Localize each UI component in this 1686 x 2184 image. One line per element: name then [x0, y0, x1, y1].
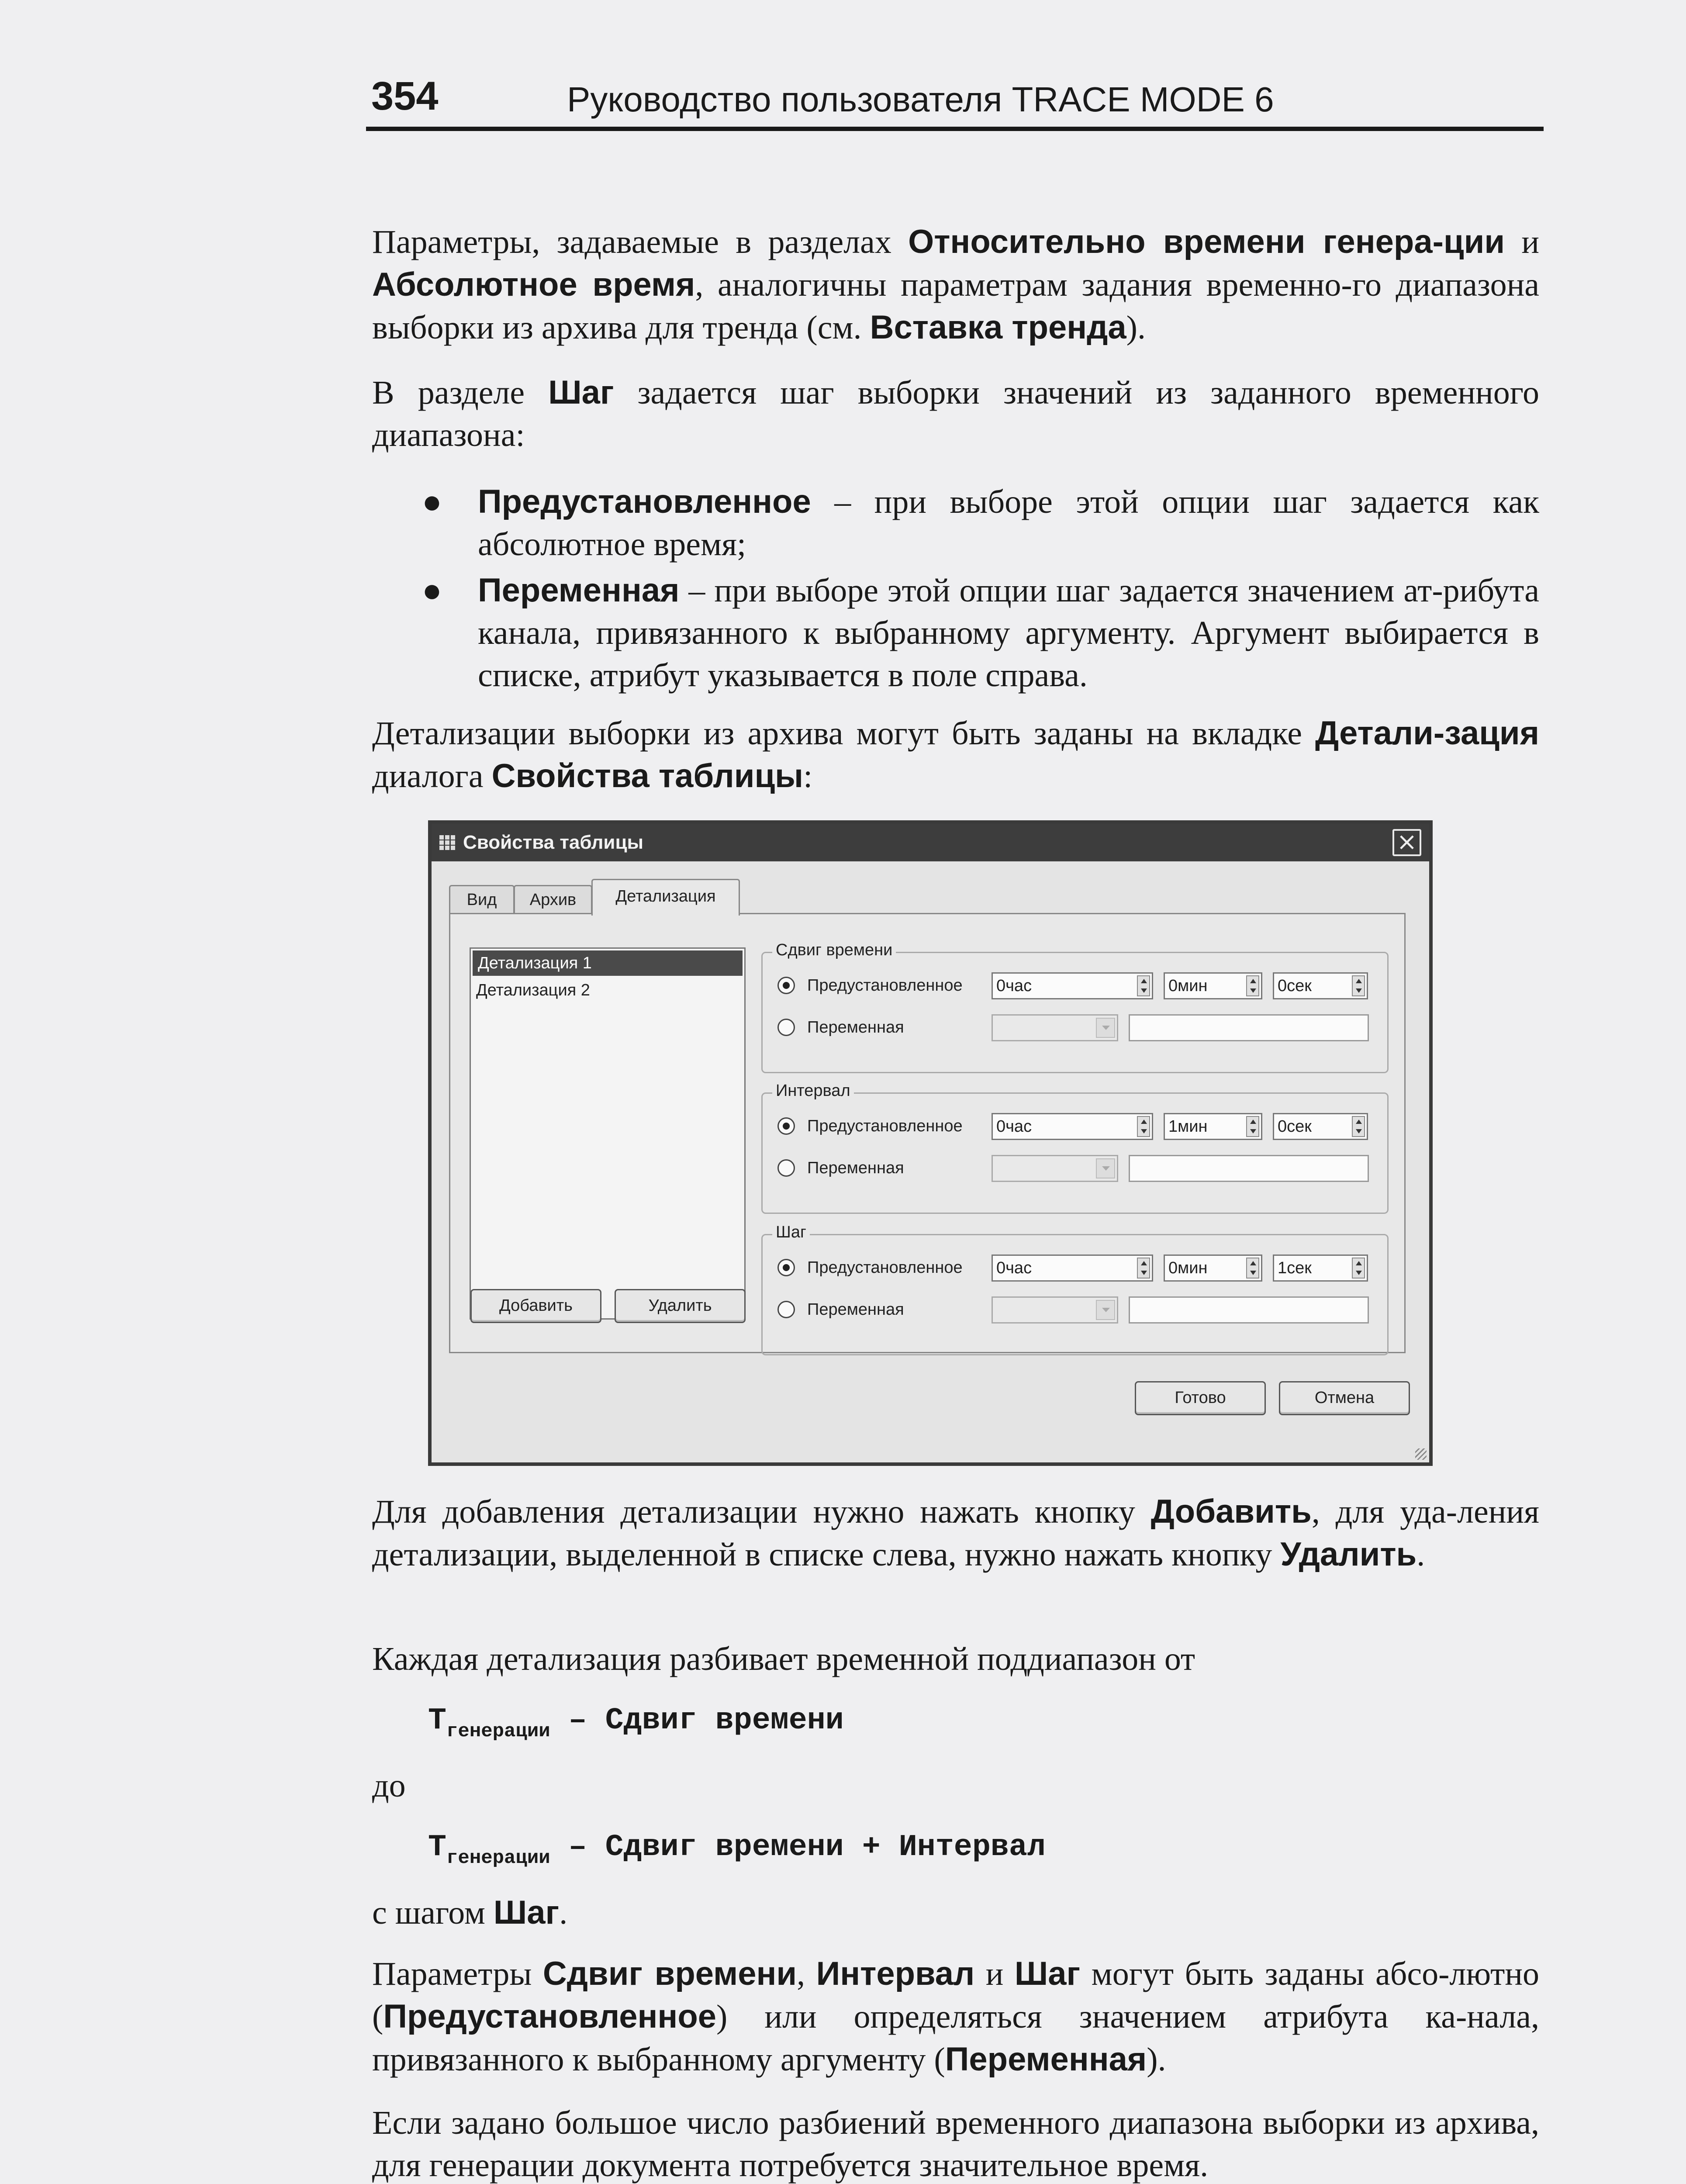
bullet-item: ● Переменная – при выборе этой опции шаг задается значением ат-рибута канала, привязанного к выбранному аргументу. Аргумент выбирается в списке, атрибут указывается в поле справа.	[422, 569, 1539, 697]
bullet-item: ● Предустановленное – при выборе этой опции шаг задается как абсолютное время;	[422, 480, 1539, 566]
hours-spinner[interactable]: 0час	[992, 1113, 1153, 1140]
dialog-client	[432, 861, 1429, 1462]
preset-label: Предустановленное	[807, 1117, 963, 1135]
cancel-button[interactable]: Отмена	[1279, 1381, 1410, 1415]
variable-label: Переменная	[807, 1159, 904, 1177]
spin-arrows-icon[interactable]	[1137, 1258, 1150, 1279]
add-button[interactable]: Добавить	[470, 1289, 601, 1323]
radio-variable[interactable]	[777, 1019, 795, 1036]
paragraph-add-delete: Для добавления детализации нужно нажать кнопку Добавить, для уда-ления детализации, выделенной в списке слева, нужно нажать кнопку Удалить.	[372, 1493, 1539, 1573]
paragraph-subrange: Каждая детализация разбивает временной поддиапазон от	[372, 1641, 1195, 1677]
radio-variable[interactable]	[777, 1159, 795, 1177]
bullet-list	[422, 480, 1539, 700]
spin-arrows-icon[interactable]	[1137, 1116, 1150, 1137]
argument-select[interactable]	[992, 1296, 1118, 1324]
row-variable	[777, 1296, 1380, 1325]
ok-button[interactable]: Готово	[1135, 1381, 1266, 1415]
page-number: 354	[371, 74, 439, 118]
attribute-field[interactable]	[1129, 1014, 1369, 1041]
paragraph-performance-note: Если задано большое число разбиений временного диапазона выборки из архива, для генерации документа потребуется значительное время.	[372, 2105, 1539, 2184]
attribute-field[interactable]	[1129, 1296, 1369, 1324]
spin-arrows-icon[interactable]	[1246, 1116, 1259, 1137]
seconds-spinner[interactable]: 0сек	[1273, 972, 1368, 999]
attribute-field[interactable]	[1129, 1155, 1369, 1182]
group-step	[761, 1223, 1389, 1355]
preset-label: Предустановленное	[807, 976, 963, 995]
list-item[interactable]: Детализация 1	[473, 950, 743, 976]
paragraph-param-modes: Параметры Сдвиг времени, Интервал и Шаг могут быть заданы абсо-лютно (Предустановленное) или определяться значением атрибута ка-нала, привязанного к выбранному аргументу (Переменная).	[372, 1955, 1539, 2078]
word-to: до	[372, 1767, 406, 1804]
tab-archive[interactable]: Архив	[514, 885, 592, 914]
argument-select[interactable]	[992, 1014, 1118, 1041]
row-preset	[777, 1113, 1380, 1142]
spin-arrows-icon[interactable]	[1352, 975, 1365, 996]
running-title: Руководство пользователя TRACE MODE 6	[567, 80, 1274, 119]
radio-preset[interactable]	[777, 1117, 795, 1135]
group-label: Сдвиг времени	[772, 941, 896, 960]
list-item[interactable]: Детализация 2	[476, 981, 590, 999]
formula-end: $T_{генерации}$ – Сдвиг времени + Интервал	[428, 1830, 1046, 1869]
seconds-spinner[interactable]: 1сек	[1273, 1254, 1368, 1282]
minutes-spinner[interactable]: 0мин	[1164, 972, 1262, 999]
spin-arrows-icon[interactable]	[1246, 1258, 1259, 1279]
variable-label: Переменная	[807, 1018, 904, 1037]
close-button[interactable]: ×	[1392, 829, 1421, 856]
table-grid-icon	[439, 835, 455, 850]
radio-preset[interactable]	[777, 1259, 795, 1276]
seconds-spinner[interactable]: 0сек	[1273, 1113, 1368, 1140]
spin-arrows-icon[interactable]	[1352, 1258, 1365, 1279]
paragraph-detail-intro: Детализации выборки из архива могут быть заданы на вкладке Детали-зация диалога Свойства таблицы:	[372, 715, 1539, 795]
row-variable	[777, 1155, 1380, 1184]
row-preset	[777, 972, 1380, 1001]
minutes-spinner[interactable]: 0мин	[1164, 1254, 1262, 1282]
group-time-shift	[761, 941, 1389, 1073]
hours-spinner[interactable]: 0час	[992, 972, 1153, 999]
table-properties-dialog	[428, 820, 1433, 1466]
dialog-title: Свойства таблицы	[463, 832, 644, 853]
delete-button[interactable]: Удалить	[615, 1289, 746, 1323]
minutes-spinner[interactable]: 1мин	[1164, 1113, 1262, 1140]
radio-preset[interactable]	[777, 977, 795, 994]
tab-panel-detail	[449, 913, 1406, 1353]
hours-spinner[interactable]: 0час	[992, 1254, 1153, 1282]
chevron-down-icon[interactable]	[1096, 1300, 1115, 1320]
spin-arrows-icon[interactable]	[1137, 975, 1150, 996]
group-label: Шаг	[772, 1223, 810, 1242]
chevron-down-icon[interactable]	[1096, 1018, 1115, 1038]
row-variable	[777, 1014, 1380, 1043]
bullet-icon: ●	[422, 572, 442, 609]
formula-start: $T_{генерации}$ – Сдвиг времени	[428, 1704, 844, 1742]
paragraph-step: В разделе Шаг задается шаг выборки значений из заданного временного диапазона:	[372, 374, 1539, 453]
preset-label: Предустановленное	[807, 1258, 963, 1277]
bullet-icon: ●	[422, 483, 442, 520]
paragraph-params: Параметры, задаваемые в разделах Относительно времени генера-ции и Абсолютное время, аналогичны параметрам задания временно-го диапазона выборки из архива для тренда (см. Вставка тренда).	[372, 223, 1540, 346]
tab-view[interactable]: Вид	[449, 885, 515, 914]
paragraph-with-step: с шагом Шаг.	[372, 1894, 568, 1931]
spin-arrows-icon[interactable]	[1352, 1116, 1365, 1137]
variable-label: Переменная	[807, 1300, 904, 1319]
spin-arrows-icon[interactable]	[1246, 975, 1259, 996]
page-header	[366, 70, 1544, 131]
row-preset	[777, 1254, 1380, 1283]
group-interval	[761, 1082, 1389, 1214]
tab-detail[interactable]: Детализация	[591, 879, 740, 916]
chevron-down-icon[interactable]	[1096, 1158, 1115, 1178]
radio-variable[interactable]	[777, 1301, 795, 1318]
dialog-titlebar	[432, 824, 1429, 861]
detail-list[interactable]	[470, 947, 746, 1320]
group-label: Интервал	[772, 1082, 854, 1100]
argument-select[interactable]	[992, 1155, 1118, 1182]
resize-grip-icon[interactable]	[1415, 1448, 1427, 1460]
